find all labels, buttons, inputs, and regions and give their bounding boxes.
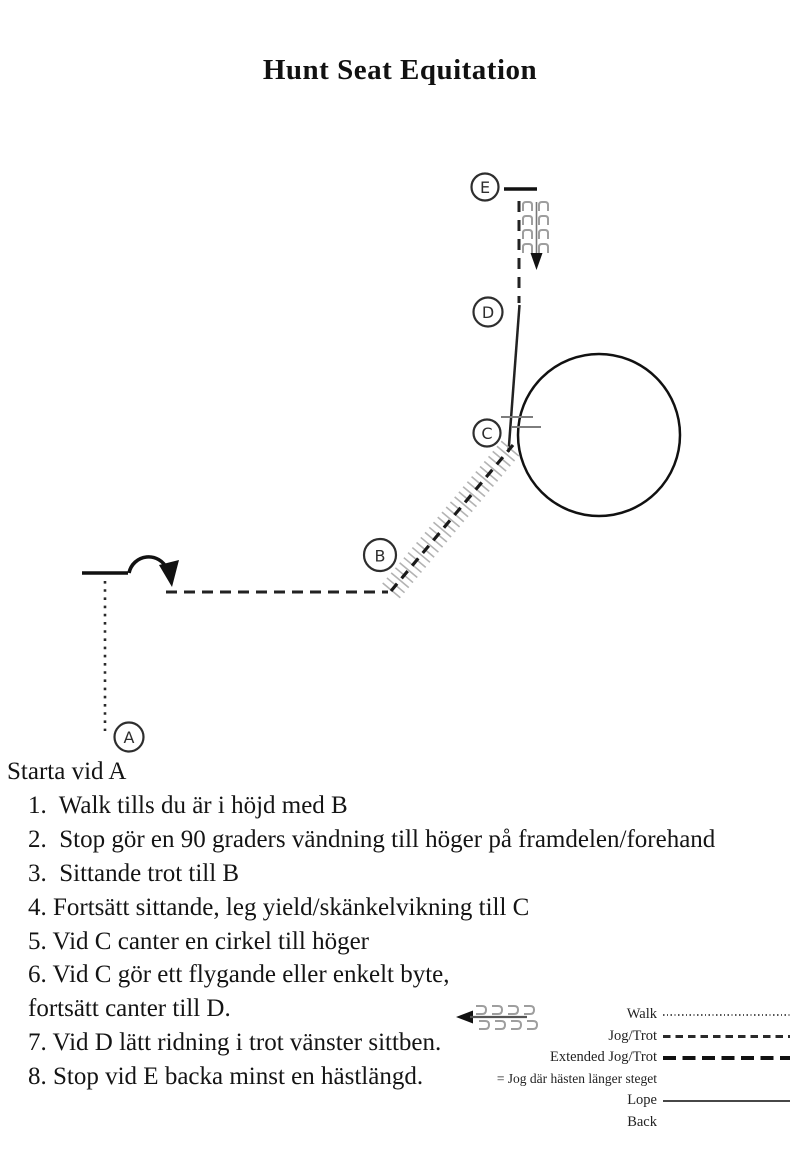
hoofprint-icon xyxy=(479,1021,489,1029)
leg-yield-line-b-c xyxy=(391,445,513,591)
turn-right-arrow-icon xyxy=(129,557,179,587)
legend-row-back xyxy=(455,1112,790,1134)
jog-line-sample xyxy=(663,1035,790,1038)
legend-label: Jog/Trot xyxy=(608,1027,657,1044)
instruction-step: 2. Stop gör en 90 graders vändning till höger på framdelen/forehand xyxy=(28,825,716,853)
hoofprint-icon xyxy=(508,1006,518,1014)
instruction-step: 6. Vid C gör ett flygande eller enkelt byte, xyxy=(28,961,450,989)
legend-label: Walk xyxy=(626,1006,657,1023)
hoofprint-icon xyxy=(539,230,548,239)
legend-note-row xyxy=(455,1069,790,1091)
marker-b-label: B xyxy=(374,546,386,566)
hoofprint-icon xyxy=(476,1006,486,1014)
instructions-intro: Starta vid A xyxy=(7,758,127,785)
marker-e xyxy=(472,174,499,201)
instruction-step: 4. Fortsätt sittande, leg yield/skänkelvikning till C xyxy=(28,893,530,921)
instruction-step: 8. Stop vid E backa minst en hästlängd. xyxy=(28,1063,424,1091)
marker-a xyxy=(115,723,144,752)
instruction-step: 3. Sittande trot till B xyxy=(28,859,240,887)
legend-label: Lope xyxy=(627,1092,657,1109)
legend-label: Extended Jog/Trot xyxy=(549,1049,657,1066)
instruction-step-continuation: fortsätt canter till D. xyxy=(28,995,231,1023)
marker-d xyxy=(474,298,503,327)
canter-circle xyxy=(518,354,680,516)
hoofprint-icon xyxy=(523,202,532,211)
instruction-step: 1. Walk tills du är i höjd med B xyxy=(28,791,348,819)
marker-b xyxy=(364,539,396,571)
legend-row-extended-jog xyxy=(455,1047,790,1069)
legend-note: = Jog där hästen länger steget xyxy=(496,1071,657,1087)
hoofprint-icon xyxy=(511,1021,521,1029)
back-down-arrow-icon xyxy=(531,253,543,270)
marker-d-label: D xyxy=(481,303,495,322)
marker-c-label: C xyxy=(481,424,493,443)
leg-yield-hatching xyxy=(391,445,513,591)
page-title: Hunt Seat Equitation xyxy=(262,54,538,86)
marker-c xyxy=(474,420,501,447)
gait-legend xyxy=(455,1004,790,1133)
instruction-step: 7. Vid D lätt ridning i trot vänster sittben. xyxy=(28,1029,442,1057)
back-sample-graphic xyxy=(455,1004,582,1030)
legend-label: Back xyxy=(627,1113,657,1130)
hoofprint-icon xyxy=(495,1021,505,1029)
hoofprint-icon xyxy=(523,244,532,253)
hoofprint-icon xyxy=(492,1006,502,1014)
hoofprint-icon xyxy=(527,1021,537,1029)
leg-yield-dashes xyxy=(391,445,513,591)
back-track xyxy=(523,202,548,270)
hoofprint-icon xyxy=(523,230,532,239)
instruction-step: 5. Vid C canter en cirkel till höger xyxy=(28,927,369,955)
walk-line-sample xyxy=(663,1014,790,1016)
hoofprint-icon xyxy=(524,1006,534,1014)
lope-line-sample xyxy=(663,1100,790,1102)
hoofprint-icon xyxy=(539,244,548,253)
extended-jog-line-sample xyxy=(663,1056,790,1060)
marker-e-label: E xyxy=(479,178,491,197)
hoofprint-icon xyxy=(539,216,548,225)
hoofprint-icon xyxy=(523,216,532,225)
marker-a-label: A xyxy=(123,728,135,747)
legend-row-lope xyxy=(455,1090,790,1112)
hoofprint-icon xyxy=(539,202,548,211)
